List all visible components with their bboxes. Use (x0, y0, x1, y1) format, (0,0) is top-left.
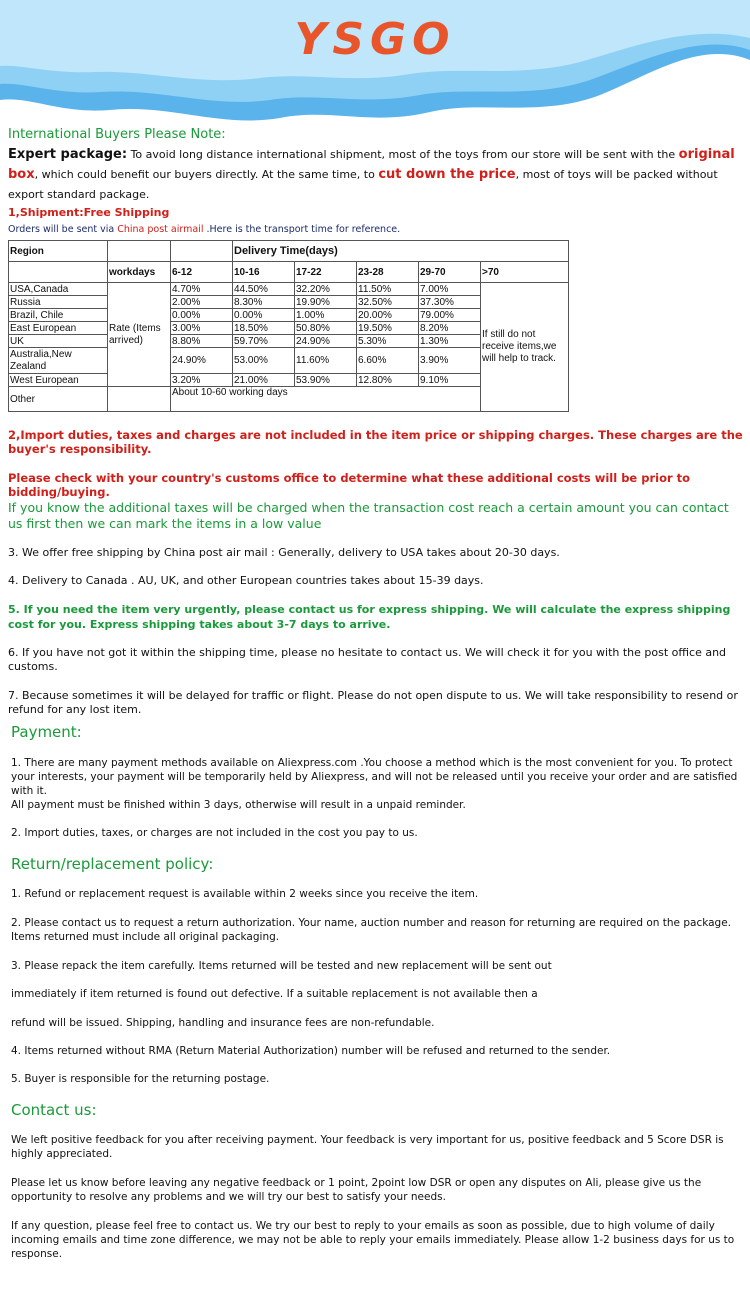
other-value: About 10-60 working days (171, 387, 481, 412)
col-header: 23-28 (357, 262, 419, 283)
col-header: 17-22 (295, 262, 357, 283)
expert-text-2: , which could benefit our buyers directly. At the same time, to (34, 168, 379, 181)
value-cell: 32.50% (357, 296, 419, 309)
shipment-intro-1: Orders will be sent via (8, 224, 118, 235)
region-cell: East European (9, 322, 108, 335)
expert-package-paragraph (8, 145, 744, 205)
value-cell: 3.20% (171, 374, 233, 387)
expert-text-3: , most of toys will be packed without export standard package. (8, 168, 718, 201)
returns-paragraph-2: 2. Please contact us to request a return authorization. Your name, auction number and reason for returning are required on the package. Items returned must include all original packaging. (11, 917, 732, 943)
value-cell: 8.30% (233, 296, 295, 309)
workdays-header: workdays (108, 262, 171, 283)
value-cell: 19.50% (357, 322, 419, 335)
value-cell: 1.00% (295, 309, 357, 322)
value-cell: 2.00% (171, 296, 233, 309)
value-cell: 3.90% (419, 348, 481, 374)
region-cell: West European (9, 374, 108, 387)
expert-text-1: To avoid long distance international shipment, most of the toys from our store will be sent with the (127, 148, 679, 161)
contact-heading: Contact us: (11, 1101, 97, 1119)
point-3: 3. We offer free shipping by China post air mail : Generally, delivery to USA takes about 20-30 days. (8, 546, 560, 559)
col-header: >70 (481, 262, 569, 283)
delivery-time-header: Delivery Time(days) (233, 241, 569, 262)
payment-paragraph-1b: All payment must be finished within 3 days, otherwise will result in a unpaid reminder. (11, 799, 466, 811)
value-cell: 24.90% (295, 335, 357, 348)
value-cell: 5.30% (357, 335, 419, 348)
duties-paragraph-1: 2,Import duties, taxes and charges are not included in the item price or shipping charges. These charges are the buyer's responsibility. (8, 428, 743, 456)
note-heading: International Buyers Please Note: (8, 127, 226, 142)
returns-paragraph-5: 5. Buyer is responsible for the returning postage. (11, 1073, 270, 1085)
payment-heading: Payment: (11, 723, 82, 741)
payment-paragraph-2: 2. Import duties, taxes, or charges are not included in the cost you pay to us. (11, 827, 418, 839)
value-cell: 59.70% (233, 335, 295, 348)
point-4: 4. Delivery to Canada . AU, UK, and other European countries takes about 15-39 days. (8, 574, 484, 587)
returns-paragraph-3b: immediately if item returned is found out defective. If a suitable replacement is not available then a (11, 988, 538, 1000)
returns-heading: Return/replacement policy: (11, 855, 214, 873)
payment-paragraph-1: 1. There are many payment methods available on Aliexpress.com .You choose a method which is the most convenient for you. To protect your interests, your payment will be temporarily held by Aliexpress, and will not be released until you receive your order and are satisfied with it. (11, 757, 738, 797)
returns-paragraph-3a: 3. Please repack the item carefully. Items returned will be tested and new replacement will be sent out (11, 960, 552, 972)
value-cell: 32.20% (295, 283, 357, 296)
col-header: 10-16 (233, 262, 295, 283)
contact-paragraph-1: We left positive feedback for you after receiving payment. Your feedback is very important for us, positive feedback and 5 Score DSR is highly appreciated. (11, 1134, 724, 1160)
value-cell: 12.80% (357, 374, 419, 387)
col-header: 29-70 (419, 262, 481, 283)
region-cell: Russia (9, 296, 108, 309)
duties-paragraph-2: Please check with your country's customs office to determine what these additional costs will be prior to bidding/buying. (8, 471, 691, 499)
point-5: 5. If you need the item very urgently, please contact us for express shipping. We will calculate the express shipping cost for you. Express shipping takes about 3-7 days to arrive. (8, 603, 731, 631)
duties-paragraph-3: If you know the additional taxes will be charged when the transaction cost reach a certain amount you can contact us first then we can mark the items in a low value (8, 500, 729, 531)
value-cell: 79.00% (419, 309, 481, 322)
region-cell: Other (9, 387, 108, 412)
value-cell: 11.60% (295, 348, 357, 374)
returns-paragraph-3c: refund will be issued. Shipping, handling and insurance fees are non-refundable. (11, 1017, 435, 1029)
over70-note: If still do not receive items,we will help to track. (481, 283, 569, 412)
rate-label: Rate (Items arrived) (108, 283, 171, 387)
value-cell: 20.00% (357, 309, 419, 322)
value-cell: 44.50% (233, 283, 295, 296)
cut-down-highlight: cut down the price (378, 167, 516, 182)
contact-paragraph-3: If any question, please feel free to contact us. We try our best to reply to your emails as soon as possible, due to high volume of daily incoming emails and time zone difference, we may not be able to reply your emails immediately. Please allow 1-2 business days for us to response. (11, 1220, 735, 1260)
region-cell: Australia,New Zealand (9, 348, 108, 374)
returns-paragraph-1: 1. Refund or replacement request is available within 2 weeks since you receive the item. (11, 888, 479, 900)
value-cell: 50.80% (295, 322, 357, 335)
value-cell: 4.70% (171, 283, 233, 296)
value-cell: 9.10% (419, 374, 481, 387)
value-cell: 19.90% (295, 296, 357, 309)
value-cell: 8.20% (419, 322, 481, 335)
region-cell: Brazil, Chile (9, 309, 108, 322)
value-cell: 21.00% (233, 374, 295, 387)
value-cell: 1.30% (419, 335, 481, 348)
delivery-time-table (8, 240, 569, 412)
region-cell: UK (9, 335, 108, 348)
col-header: 6-12 (171, 262, 233, 283)
shipment-intro-2: .Here is the transport time for reference. (203, 224, 401, 235)
value-cell: 37.30% (419, 296, 481, 309)
value-cell: 53.90% (295, 374, 357, 387)
original-box-highlight: original box (8, 147, 735, 182)
point-7: 7. Because sometimes it will be delayed for traffic or flight. Please do not open dispute to us. We will take responsibility to resend or refund for any lost item. (8, 689, 738, 716)
point-6: 6. If you have not got it within the shipping time, please no hesitate to contact us. We will check it for you with the post office and customs. (8, 646, 727, 673)
region-cell: USA,Canada (9, 283, 108, 296)
value-cell: 6.60% (357, 348, 419, 374)
value-cell: 53.00% (233, 348, 295, 374)
expert-label: Expert package: (8, 147, 128, 162)
shipment-intro (8, 224, 744, 235)
value-cell: 7.00% (419, 283, 481, 296)
value-cell: 0.00% (171, 309, 233, 322)
value-cell: 3.00% (171, 322, 233, 335)
value-cell: 24.90% (171, 348, 233, 374)
contact-paragraph-2: Please let us know before leaving any negative feedback or 1 point, 2point low DSR or open any disputes on Ali, please give us the opportunity to resolve any problems and we will try our best to satisfy your needs. (11, 1177, 702, 1203)
value-cell: 18.50% (233, 322, 295, 335)
value-cell: 11.50% (357, 283, 419, 296)
value-cell: 8.80% (171, 335, 233, 348)
value-cell: 0.00% (233, 309, 295, 322)
returns-paragraph-4: 4. Items returned without RMA (Return Material Authorization) number will be refused and returned to the sender. (11, 1045, 611, 1057)
shipment-carrier: China post airmail (117, 224, 204, 235)
region-header: Region (9, 241, 108, 262)
shipment-title: 1,Shipment:Free Shipping (8, 206, 170, 219)
logo: YSGO (294, 14, 456, 65)
